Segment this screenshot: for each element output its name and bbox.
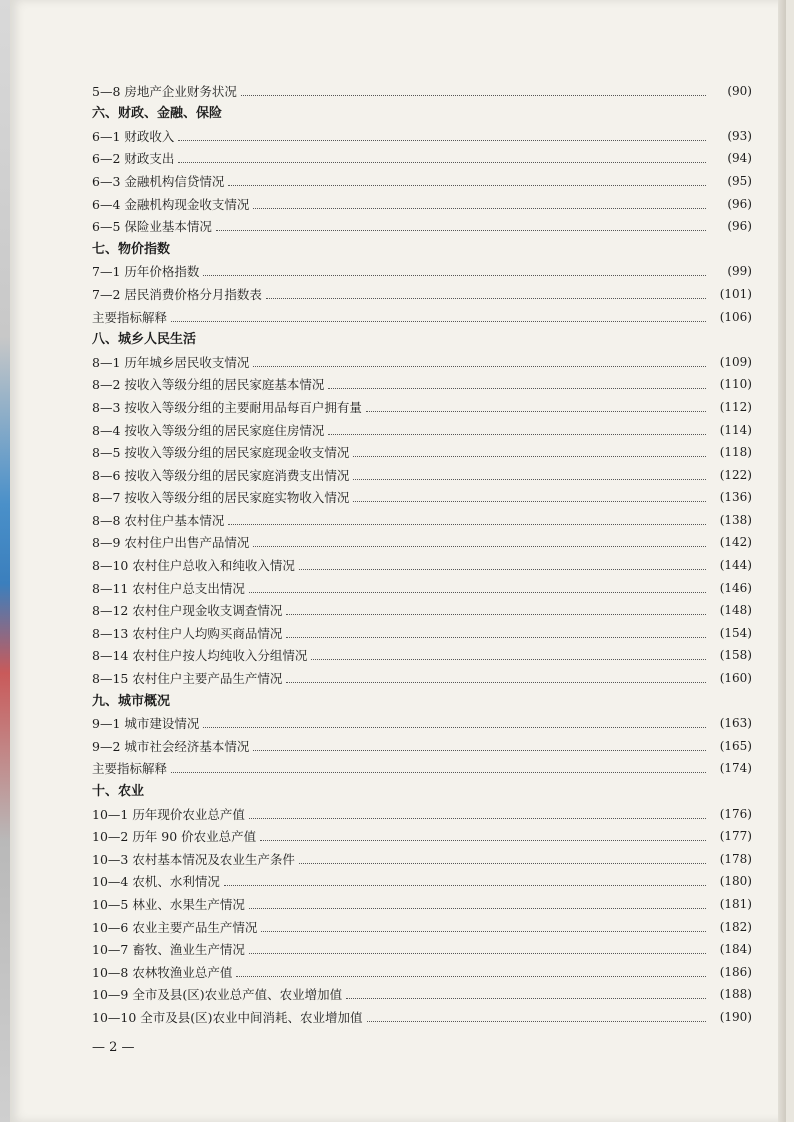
toc-entry-page: (118) <box>719 445 752 460</box>
dot-leader <box>346 998 706 999</box>
dot-leader <box>178 162 706 163</box>
toc-entry[interactable] <box>92 822 752 845</box>
toc-entry-page: (114) <box>719 422 752 437</box>
toc-entry-page: (158) <box>719 648 752 663</box>
toc-entry[interactable] <box>92 935 752 958</box>
toc-entry-page: (106) <box>719 309 752 324</box>
toc-entry-page: (122) <box>719 467 752 482</box>
dot-leader <box>261 931 706 932</box>
dot-leader <box>328 388 706 389</box>
toc-section-heading: 九、城市概况 <box>92 693 171 709</box>
toc-entry-title: 10—1 历年现价农业总产值 <box>92 806 245 822</box>
document-page <box>10 0 786 1122</box>
dot-leader <box>299 863 706 864</box>
dot-leader <box>203 275 706 276</box>
toc-entry[interactable] <box>92 867 752 890</box>
toc-entry-page: (138) <box>719 512 752 527</box>
toc-entry-title: 10—4 农机、水利情况 <box>92 874 220 890</box>
toc-entry[interactable] <box>92 392 752 415</box>
dot-leader <box>249 592 706 593</box>
toc-entry-title: 8—13 农村住户人均购买商品情况 <box>92 625 283 641</box>
toc-entry-title: 8—2 按收入等级分组的居民家庭基本情况 <box>92 377 325 393</box>
dot-leader <box>353 501 706 502</box>
toc-entry[interactable] <box>92 505 752 528</box>
toc-entry-page: (180) <box>719 874 752 889</box>
toc-entry-title: 主要指标解释 <box>92 309 168 325</box>
dot-leader <box>366 411 706 412</box>
dot-leader <box>253 546 706 547</box>
toc-entry-title: 8—10 农村住户总收入和纯收入情况 <box>92 558 295 574</box>
toc-entry[interactable] <box>92 731 752 754</box>
toc-entry-page: (188) <box>719 987 752 1002</box>
toc-entry-title: 7—1 历年价格指数 <box>92 264 200 280</box>
toc-entry-page: (112) <box>719 399 752 414</box>
toc-entry-title: 8—1 历年城乡居民收支情况 <box>92 354 250 370</box>
toc-entry-title: 10—8 农林牧渔业总产值 <box>92 964 233 980</box>
dot-leader <box>241 95 706 96</box>
toc-entry-page: (186) <box>719 964 752 979</box>
toc-entry[interactable] <box>92 980 752 1003</box>
dot-leader <box>286 637 706 638</box>
dot-leader <box>253 750 706 751</box>
dot-leader <box>228 185 706 186</box>
toc-entry[interactable] <box>92 844 752 867</box>
toc-entry[interactable] <box>92 212 752 235</box>
dot-leader <box>353 479 706 480</box>
toc-entry[interactable] <box>92 799 752 822</box>
toc-entry-title: 10—9 全市及县(区)农业总产值、农业增加值 <box>92 987 343 1003</box>
toc-entry-title: 主要指标解释 <box>92 761 168 777</box>
dot-leader <box>311 659 706 660</box>
toc-entry-page: (96) <box>727 219 752 234</box>
dot-leader <box>260 840 706 841</box>
toc-entry[interactable] <box>92 438 752 461</box>
toc-entry-page: (99) <box>727 264 752 279</box>
toc-entry-page: (95) <box>727 173 752 188</box>
toc-section-heading: 七、物价指数 <box>92 241 171 257</box>
toc-entry-page: (182) <box>719 919 752 934</box>
page-number: — 2 — <box>92 1040 135 1055</box>
toc-entry[interactable] <box>92 709 752 732</box>
toc-entry[interactable] <box>92 302 752 325</box>
toc-entry-title: 10—2 历年 90 价农业总产值 <box>92 829 257 845</box>
toc-entry-page: (160) <box>719 671 752 686</box>
dot-leader <box>203 727 706 728</box>
binding-edge <box>0 0 10 1122</box>
dot-leader <box>328 434 706 435</box>
dot-leader <box>171 772 706 773</box>
toc-entry-title: 6—5 保险业基本情况 <box>92 219 212 235</box>
dot-leader <box>253 366 706 367</box>
dot-leader <box>253 208 706 209</box>
toc-entry[interactable] <box>92 573 752 596</box>
toc-entry[interactable] <box>92 912 752 935</box>
toc-entry[interactable] <box>92 596 752 619</box>
toc-entry-title: 8—12 农村住户现金收支调查情况 <box>92 603 283 619</box>
toc-entry-title: 10—7 畜牧、渔业生产情况 <box>92 942 245 958</box>
toc-entry-page: (110) <box>719 377 752 392</box>
toc-entry[interactable] <box>92 121 752 144</box>
toc-entry[interactable] <box>92 189 752 212</box>
toc-entry[interactable] <box>92 1002 752 1025</box>
toc-entry-page: (109) <box>719 354 752 369</box>
toc-entry[interactable] <box>92 415 752 438</box>
toc-entry-title: 10—5 林业、水果生产情况 <box>92 896 245 912</box>
toc-entry-title: 10—10 全市及县(区)农业中间消耗、农业增加值 <box>92 1009 363 1025</box>
toc-entry-page: (163) <box>719 716 752 731</box>
toc-entry-title: 8—6 按收入等级分组的居民家庭消费支出情况 <box>92 467 350 483</box>
toc-entry[interactable] <box>92 144 752 167</box>
toc-entry-page: (176) <box>719 806 752 821</box>
toc-entry-page: (177) <box>719 829 752 844</box>
dot-leader <box>249 818 706 819</box>
toc-entry-page: (136) <box>719 490 752 505</box>
toc-entry-page: (144) <box>719 558 752 573</box>
toc-entry-page: (101) <box>719 286 752 301</box>
toc-entry[interactable] <box>92 663 752 686</box>
toc-entry-page: (93) <box>727 128 752 143</box>
toc-entry-title: 7—2 居民消费价格分月指数表 <box>92 286 262 302</box>
toc-entry-title: 9—1 城市建设情况 <box>92 716 200 732</box>
toc-entry[interactable] <box>92 641 752 664</box>
dot-leader <box>367 1021 706 1022</box>
toc-entry-title: 8—3 按收入等级分组的主要耐用品每百户拥有量 <box>92 399 362 415</box>
toc-entry[interactable] <box>92 754 752 777</box>
dot-leader <box>224 885 706 886</box>
toc-entry-page: (96) <box>727 196 752 211</box>
toc-entry-page: (148) <box>719 603 752 618</box>
toc-entry-title: 6—3 金融机构信贷情况 <box>92 173 225 189</box>
toc-entry-title: 8—7 按收入等级分组的居民家庭实物收入情况 <box>92 490 350 506</box>
toc-entry-page: (174) <box>719 761 752 776</box>
toc-entry-title: 6—2 财政支出 <box>92 151 175 167</box>
toc-entry-page: (146) <box>719 580 752 595</box>
dot-leader <box>216 230 706 231</box>
toc-section-heading: 八、城乡人民生活 <box>92 332 197 348</box>
toc-entry-page: (178) <box>719 851 752 866</box>
toc-entry-page: (90) <box>727 83 752 98</box>
dot-leader <box>353 456 706 457</box>
dot-leader <box>249 953 706 954</box>
toc-entry-title: 8—14 农村住户按人均纯收入分组情况 <box>92 648 308 664</box>
toc-section-heading: 十、农业 <box>92 784 145 799</box>
toc-entry-title: 6—1 财政收入 <box>92 128 175 144</box>
dot-leader <box>286 682 706 683</box>
toc-entry-title: 5—8 房地产企业财务状况 <box>92 83 237 99</box>
toc-entry-page: (190) <box>719 1009 752 1024</box>
toc-entry-title: 6—4 金融机构现金收支情况 <box>92 196 250 212</box>
toc-entry[interactable] <box>92 460 752 483</box>
dot-leader <box>228 524 706 525</box>
toc-entry[interactable] <box>92 347 752 370</box>
toc-entry-title: 8—4 按收入等级分组的居民家庭住房情况 <box>92 422 325 438</box>
toc-entry[interactable] <box>92 957 752 980</box>
toc-entry-title: 8—5 按收入等级分组的居民家庭现金收支情况 <box>92 445 350 461</box>
toc-entry[interactable] <box>92 483 752 506</box>
toc-section-heading: 六、财政、金融、保险 <box>92 106 223 122</box>
dot-leader <box>178 140 706 141</box>
toc-entry-title: 10—6 农业主要产品生产情况 <box>92 919 258 935</box>
table-of-contents <box>92 76 752 1025</box>
page-edge-shadow <box>778 0 786 1122</box>
dot-leader <box>266 298 706 299</box>
toc-entry-title: 8—9 农村住户出售产品情况 <box>92 535 250 551</box>
toc-entry-title: 10—3 农村基本情况及农业生产条件 <box>92 851 295 867</box>
toc-entry-page: (154) <box>719 625 752 640</box>
toc-entry-title: 8—11 农村住户总支出情况 <box>92 580 245 596</box>
toc-entry[interactable] <box>92 370 752 393</box>
toc-entry-page: (142) <box>719 535 752 550</box>
dot-leader <box>299 569 706 570</box>
dot-leader <box>249 908 706 909</box>
toc-entry-page: (165) <box>719 738 752 753</box>
toc-entry[interactable] <box>92 257 752 280</box>
toc-entry[interactable] <box>92 166 752 189</box>
toc-entry[interactable] <box>92 889 752 912</box>
toc-entry[interactable] <box>92 76 752 99</box>
toc-entry[interactable] <box>92 528 752 551</box>
toc-entry-title: 8—15 农村住户主要产品生产情况 <box>92 671 283 687</box>
toc-entry-title: 9—2 城市社会经济基本情况 <box>92 738 250 754</box>
toc-entry[interactable] <box>92 279 752 302</box>
dot-leader <box>286 614 706 615</box>
toc-entry-page: (181) <box>719 896 752 911</box>
toc-entry[interactable] <box>92 618 752 641</box>
toc-entry[interactable] <box>92 550 752 573</box>
dot-leader <box>171 321 706 322</box>
toc-entry-page: (94) <box>727 151 752 166</box>
toc-entry-title: 8—8 农村住户基本情况 <box>92 512 225 528</box>
toc-entry-page: (184) <box>719 942 752 957</box>
dot-leader <box>236 976 706 977</box>
